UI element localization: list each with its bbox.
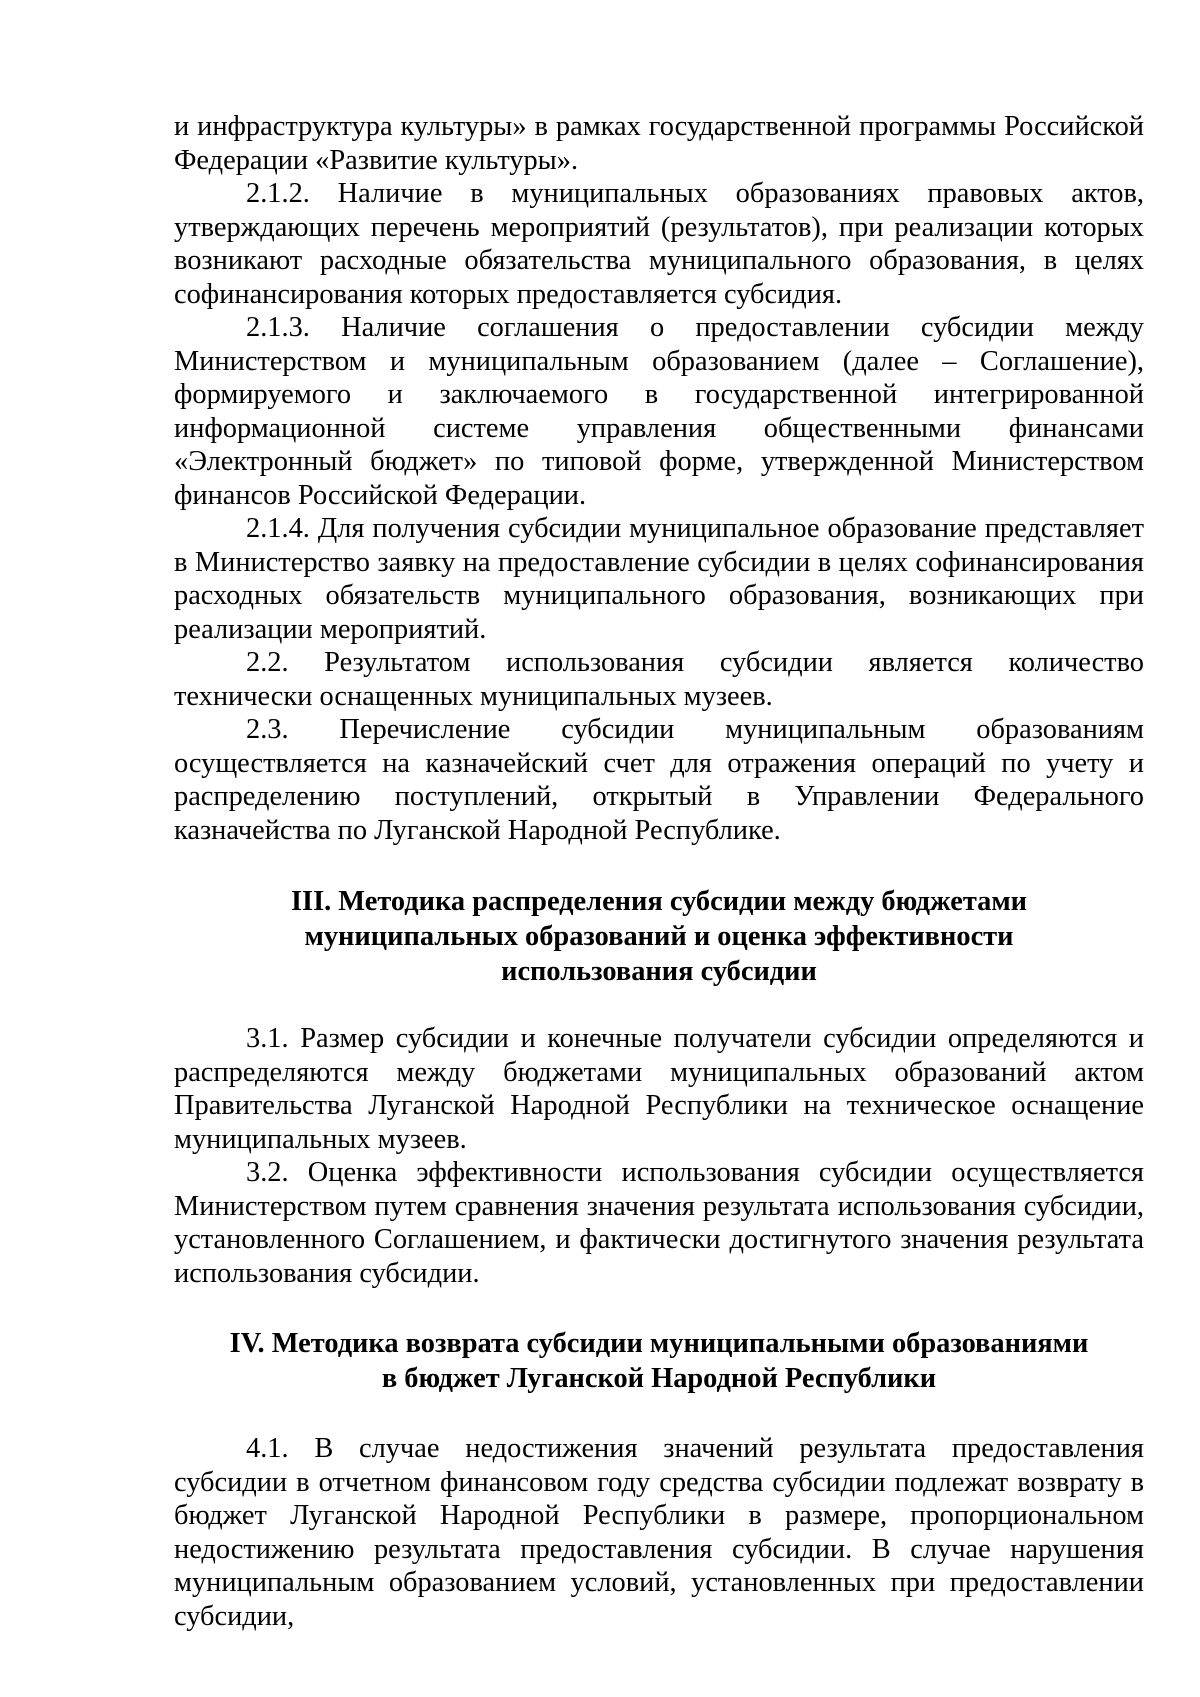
paragraph-4-1: 4.1. В случае недостижения значений результата предоставления субсидии в отчетном финансовом году средства субсидии подлежат возврату в бюджет Луганской Народной Республики в размере, пропорциональном недостижению результата предоставления субсидии. В случае нарушения муниципальным образованием условий, установленных при предоставлении субсидии, [174,1433,1144,1632]
document-page [174,110,1144,1633]
section-4-heading-line-2: в бюджет Луганской Народной Республики [381,1363,937,1394]
paragraph-2-1-3: 2.1.3. Наличие соглашения о предоставлении субсидии между Министерством и муниципальным образованием (далее – Соглашение), формируемого и заключаемого в государственной интегрированной информационной системе управления общественными финансами «Электронный бюджет» по типовой форме, утвержденной Министерством финансов Российской Федерации. [174,312,1144,511]
spacer [174,847,1144,884]
paragraph-3-2: 3.2. Оценка эффективности использования субсидии осуществляется Министерством путем сравнения значения результата использования субсидии, установленного Соглашением, и фактически достигнутого значения результата использования субсидии. [174,1157,1144,1289]
paragraph-2-3: 2.3. Перечисление субсидии муниципальным образованиям осуществляется на казначейский счет для отражения операций по учету и распределению поступлений, открытый в Управлении Федерального казначейства по Луганской Народной Республике. [174,714,1144,846]
spacer [174,989,1144,1022]
paragraph-continuation: и инфраструктура культуры» в рамках государственной программы Российской Федерации «Развитие культуры». [174,111,1144,176]
spacer [174,1290,1144,1326]
paragraph-2-1-2: 2.1.2. Наличие в муниципальных образованиях правовых актов, утверждающих перечень мероприятий (результатов), при реализации которых возникают расходные обязательства муниципального образования, в целях софинансирования которых предоставляется субсидия. [174,178,1144,310]
section-3-heading-line-1: III. Методика распределения субсидии между бюджетами [290,886,1028,917]
paragraph-2-1-4: 2.1.4. Для получения субсидии муниципальное образование представляет в Министерство заявку на предоставление субсидии в целях софинансирования расходных обязательств муниципального образования, возникающих при реализации мероприятий. [174,513,1144,645]
section-3-heading-line-3: использования субсидии [501,956,817,987]
spacer [174,1396,1144,1432]
paragraph-2-2: 2.2. Результатом использования субсидии является количество технически оснащенных муниципальных музеев. [174,647,1144,712]
section-4-heading [174,1326,1144,1396]
paragraph-3-1: 3.1. Размер субсидии и конечные получатели субсидии определяются и распределяются между бюджетами муниципальных образований актом Правительства Луганской Народной Республики на техническое оснащение муниципальных музеев. [174,1023,1144,1155]
section-3-heading-line-2: муниципальных образований и оценка эффективности [304,921,1014,952]
section-4-heading-line-1: IV. Методика возврата субсидии муниципальными образованиями [229,1328,1089,1359]
section-3-heading [174,884,1144,989]
